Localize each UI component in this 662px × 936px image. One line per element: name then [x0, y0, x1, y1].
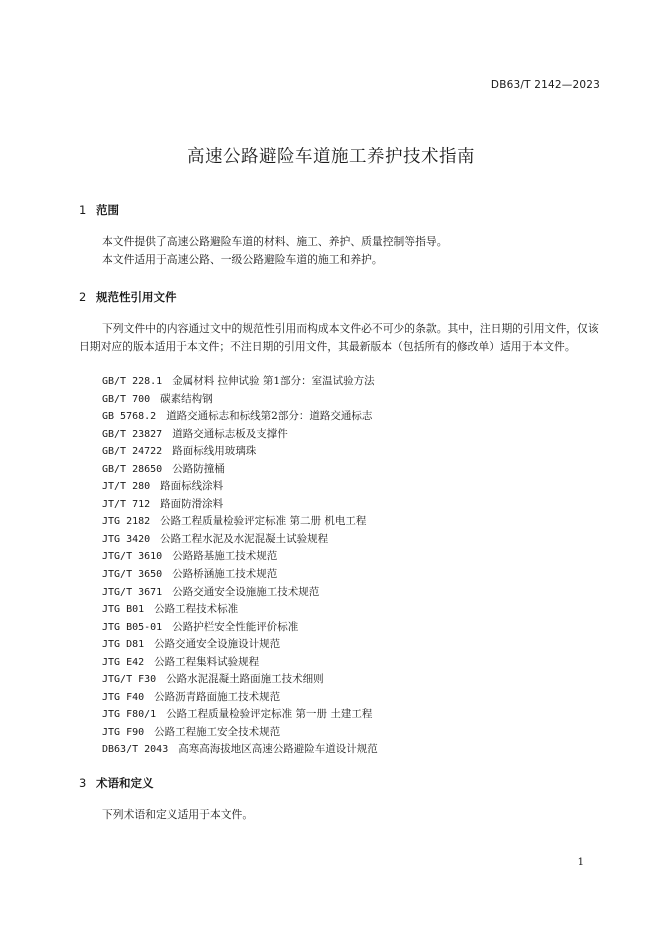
reference-code: JTG B01	[102, 604, 145, 616]
reference-title: 公路工程施工安全技术规范	[154, 725, 281, 738]
reference-title: 公路工程集料试验规程	[154, 655, 260, 668]
reference-title: 路面防滑涂料	[160, 497, 224, 510]
reference-code: JTG D81	[102, 639, 145, 651]
reference-title: 公路水泥混凝土路面施工技术细则	[166, 673, 324, 686]
reference-title: 公路交通安全设施施工技术规范	[172, 585, 320, 598]
reference-code: GB/T 228.1	[102, 376, 163, 387]
reference-title: 公路工程质量检验评定标准 第一册 土建工程	[166, 708, 373, 721]
reference-list	[102, 373, 378, 759]
reference-code: JTG F40	[102, 691, 145, 703]
section-heading-terms	[79, 775, 154, 791]
document-title: 高速公路避险车道施工养护技术指南	[187, 147, 475, 167]
reference-code: JTG F90	[102, 726, 145, 738]
reference-code: JT/T 280	[102, 481, 151, 493]
reference-code: DB63/T 2043	[102, 744, 169, 756]
reference-code: JTG/T 3610	[102, 551, 163, 563]
reference-item	[102, 408, 378, 426]
reference-code: JTG 3420	[102, 533, 151, 545]
reference-title: 路面标线涂料	[160, 480, 224, 493]
reference-item	[102, 724, 378, 742]
reference-item	[102, 478, 378, 496]
scope-paragraph-2: 本文件适用于高速公路、一级公路避险车道的施工和养护。	[102, 253, 383, 266]
section-title: 规范性引用文件	[96, 290, 177, 304]
reference-item	[102, 619, 378, 637]
reference-item	[102, 426, 378, 444]
reference-item	[102, 671, 378, 689]
page-number: 1	[577, 857, 584, 868]
reference-title: 公路工程质量检验评定标准 第二册 机电工程	[160, 515, 367, 528]
section-number: 1	[79, 203, 87, 217]
reference-title: 高寒高海拔地区高速公路避险车道设计规范	[178, 743, 378, 756]
reference-code: GB/T 23827	[102, 428, 163, 440]
reference-item	[102, 461, 378, 479]
reference-title: 碳素结构钢	[160, 392, 213, 405]
reference-title: 公路防撞桶	[172, 462, 225, 475]
reference-item	[102, 566, 378, 584]
reference-code: JTG/T F30	[102, 674, 157, 686]
reference-item	[102, 513, 378, 531]
section-heading-scope	[79, 202, 119, 218]
reference-item	[102, 373, 378, 391]
reference-item	[102, 601, 378, 619]
reference-item	[102, 706, 378, 724]
reference-code: GB/T 700	[102, 393, 151, 405]
reference-item	[102, 548, 378, 566]
reference-code: JT/T 712	[102, 498, 151, 510]
reference-code: JTG 2182	[102, 516, 151, 528]
reference-title: 道路交通标志板及支撑件	[172, 427, 288, 440]
reference-item	[102, 636, 378, 654]
reference-item	[102, 654, 378, 672]
reference-code: JTG B05-01	[102, 621, 163, 633]
reference-item	[102, 584, 378, 602]
references-intro-paragraph: 下列文件中的内容通过文中的规范性引用而构成本文件必不可少的条款。其中，注日期的引用文件，仅该日期对应的版本适用于本文件；不注日期的引用文件，其最新版本（包括所有的修改单）适用于本文件。	[79, 322, 599, 353]
reference-code: JTG/T 3671	[102, 586, 163, 598]
reference-title: 公路护栏安全性能评价标准	[172, 620, 299, 633]
scope-paragraph-1: 本文件提供了高速公路避险车道的材料、施工、养护、质量控制等指导。	[102, 235, 448, 248]
reference-item	[102, 496, 378, 514]
section-heading-normative-references	[79, 289, 177, 305]
reference-title: 路面标线用玻璃珠	[172, 445, 257, 458]
reference-code: JTG F80/1	[102, 709, 157, 721]
reference-title: 金属材料 拉伸试验 第1部分：室温试验方法	[172, 375, 375, 387]
reference-title: 公路交通安全设施设计规范	[154, 638, 281, 651]
reference-item	[102, 391, 378, 409]
reference-code: JTG/T 3650	[102, 569, 163, 581]
reference-title: 公路沥青路面施工技术规范	[154, 690, 281, 703]
reference-title: 公路路基施工技术规范	[172, 550, 278, 563]
reference-title: 公路工程技术标准	[154, 603, 239, 616]
reference-item	[102, 531, 378, 549]
reference-item	[102, 689, 378, 707]
terms-paragraph: 下列术语和定义适用于本文件。	[102, 808, 254, 821]
reference-item	[102, 741, 378, 759]
reference-code: JTG E42	[102, 656, 145, 668]
reference-code: GB/T 28650	[102, 463, 163, 475]
reference-code: GB 5768.2	[102, 411, 157, 423]
section-title: 范围	[96, 203, 119, 217]
section-title: 术语和定义	[96, 776, 154, 790]
reference-item	[102, 443, 378, 461]
section-number: 3	[79, 776, 87, 790]
reference-title: 公路桥涵施工技术规范	[172, 568, 278, 581]
reference-code: GB/T 24722	[102, 446, 163, 458]
reference-title: 公路工程水泥及水泥混凝土试验规程	[160, 532, 329, 545]
reference-title: 道路交通标志和标线第2部分：道路交通标志	[166, 410, 373, 423]
document-code: DB63/T 2142—2023	[490, 79, 600, 91]
section-number: 2	[79, 290, 87, 304]
